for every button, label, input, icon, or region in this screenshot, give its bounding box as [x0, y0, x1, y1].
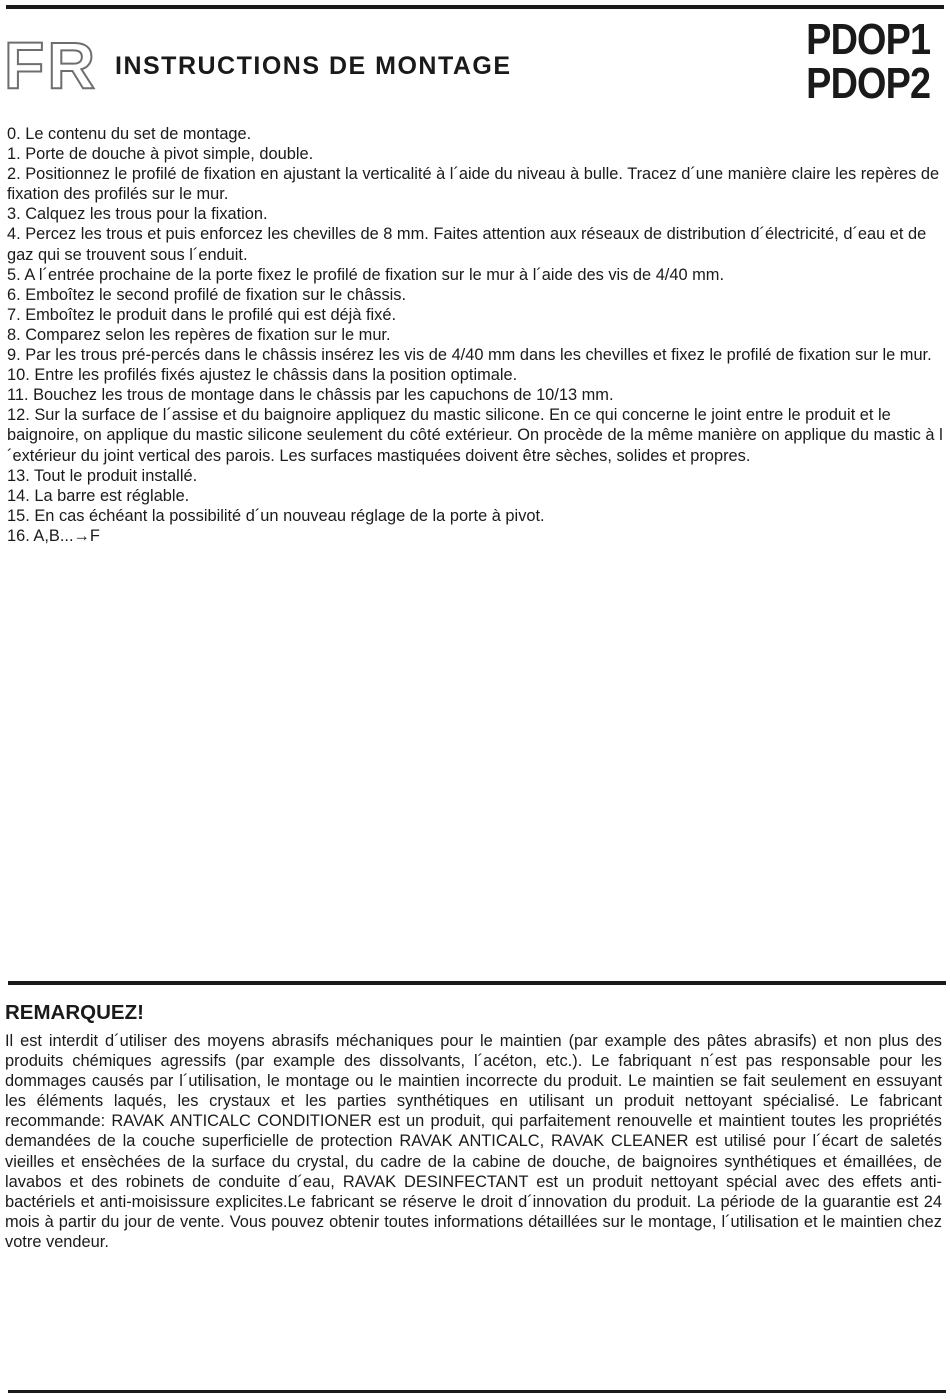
- step-item: 11. Bouchez les trous de montage dans le châssis par les capuchons de 10/13 mm.: [7, 386, 614, 405]
- bottom-divider: [8, 1390, 946, 1393]
- step-item: 10. Entre les profilés fixés ajustez le châssis dans la position optimale.: [7, 366, 518, 385]
- document-title: INSTRUCTIONS DE MONTAGE: [115, 52, 512, 80]
- step-item: 2. Positionnez le profilé de fixation en ajustant la verticalité à l´aide du niveau à bulle. Tracez d´une manière claire les repères de fixation des profilés sur le mur.: [7, 165, 940, 204]
- step-item: 1. Porte de douche à pivot simple, double.: [7, 145, 314, 164]
- top-divider: [6, 5, 944, 9]
- step-item: 6. Emboîtez le second profilé de fixation sur le châssis.: [7, 285, 407, 304]
- step-item: 12. Sur la surface de l´assise et du baignoire appliquez du mastic silicone. En ce qui concerne le joint entre le produit et le baignoire, on applique du mastic silicone seulement du côté extérieur. On procède de la même manière on applique du mastic à l´extérieur du joint vertical des parois. Les surfaces mastiquées doivent être sèches, solides et propres.: [7, 406, 943, 465]
- step-item: 9. Par les trous pré-percés dans le châssis insérez les vis de 4/40 mm dans les chevilles et fixez le profilé de fixation sur le mur.: [7, 346, 932, 365]
- step-item: 13. Tout le produit installé.: [7, 466, 198, 485]
- step-item: 3. Calquez les trous pour la fixation.: [7, 205, 268, 224]
- step-item: 8. Comparez selon les repères de fixation sur le mur.: [7, 325, 391, 344]
- model-codes: [786, 15, 930, 108]
- step-item: 5. A l´entrée prochaine de la porte fixez le profilé de fixation sur le mur à l´aide des vis de 4/40 mm.: [7, 265, 725, 284]
- step-item: 16. A,B...→F: [7, 526, 100, 545]
- step-item: 15. En cas échéant la possibilité d´un nouveau réglage de la porte à pivot.: [7, 506, 545, 525]
- step-item: 0. Le contenu du set de montage.: [7, 125, 252, 143]
- section-divider: [8, 981, 946, 985]
- assembly-steps-list: [7, 124, 945, 546]
- language-code: FR: [4, 28, 98, 102]
- model-code-2: PDOP2: [806, 59, 930, 108]
- step-item: 4. Percez les trous et puis enforcez les chevilles de 8 mm. Faites attention aux réseaux de distribution d´électricité, d´eau et de gaz qui se trouvent sous l´enduit.: [7, 225, 927, 264]
- notice-paragraph: Il est interdit d´utiliser des moyens abrasifs méchaniques pour le maintien (par example des pâtes abrasifs) et non plus des produits chémiques agressifs (par example des dissolvants, l´acéton, etc.). Le fabriquant n´est pas responsable pour les dommages causés par l´utilisation, le montage ou le maintien incorrecte du produit. Le maintien se fait seulement en essuyant les éléments laqués, les crystaux et les parties synthétiques en utilisant un produit nettoyant spécialisé. Le fabricant recommande: RAVAK ANTICALC CONDITIONER est un produit, qui parfaitement renouvelle et maintient toutes les propriétés demandées de la couche superficielle de protection RAVAK ANTICALC, RAVAK CLEANER est utilisé pour l´écart de saletés vieilles et ensèchées de la surface du crystal, du cadre de la cabine de douche, de baignoires synthétiques et émaillées, de lavabos et des robinets de conduite d´eau, RAVAK DESINFECTANT est un produit nettoyant spécial avec des effets anti-bactériels et anti-moisissure explicites.Le fabricant se réserve le droit d´innovation du produit. La période de la guarantie est 24 mois à partir du jour de vente. Vous pouvez obtenir toutes informations détaillées sur le montage, l´utilisation et le maintien chez votre vendeur.: [5, 1032, 942, 1251]
- step-item: 7. Emboîtez le produit dans le profilé qui est déjà fixé.: [7, 305, 397, 324]
- notice-heading: REMARQUEZ!: [5, 1001, 144, 1024]
- step-item: 14. La barre est réglable.: [7, 486, 190, 505]
- model-code-1: PDOP1: [806, 15, 930, 64]
